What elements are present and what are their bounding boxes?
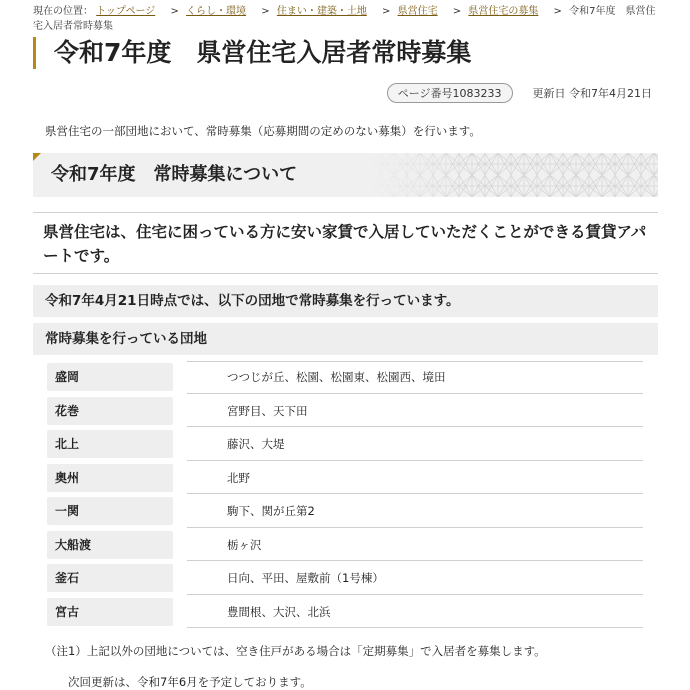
breadcrumb-separator-icon: >	[170, 6, 179, 17]
area-name: 釜石	[55, 571, 80, 585]
area-name: 宮古	[55, 604, 80, 619]
breadcrumb	[33, 4, 663, 34]
divider	[33, 273, 658, 274]
table-row	[45, 597, 643, 631]
places-cell: 藤沢、大堤	[227, 437, 285, 451]
breadcrumb-link-recruitment[interactable]: 県営住宅の募集	[468, 6, 539, 17]
sub-heading	[33, 323, 658, 355]
section-heading-label: 令和7年度 常時募集について	[51, 164, 298, 185]
breadcrumb-link-living[interactable]: くらし・環境	[186, 6, 247, 17]
row-divider	[187, 527, 643, 528]
lead-text: 県営住宅は、住宅に困っている方に安い家賃で入居していただくことができる賃貸アパートです。	[43, 223, 647, 265]
table-row	[45, 496, 643, 530]
area-name: 一関	[55, 504, 80, 518]
section-heading	[33, 153, 658, 197]
breadcrumb-separator-icon: >	[452, 6, 462, 17]
page-title: 令和7年度 県営住宅入居者常時募集	[33, 37, 471, 69]
places-cell: 駒下、関が丘第2	[227, 504, 315, 518]
places-cell: つつじが丘、松園、松園東、松園西、境田	[227, 370, 446, 384]
breadcrumb-separator-icon: >	[553, 6, 562, 17]
updated-date: 更新日 令和7年4月21日	[532, 87, 652, 100]
places-cell: 宮野目、天下田	[227, 403, 308, 418]
breadcrumb-prefix: 現在の位置：	[33, 6, 93, 17]
table-row	[45, 563, 643, 597]
table-row	[45, 463, 643, 497]
housing-table	[45, 362, 643, 630]
status-box	[33, 285, 658, 317]
breadcrumb-link-housing[interactable]: 住まい・建築・土地	[276, 6, 367, 17]
status-text: 令和7年4月21日時点では、以下の団地で常時募集を行っています。	[45, 293, 460, 309]
places-cell: 北野	[227, 470, 250, 485]
breadcrumb-separator-icon: >	[382, 6, 391, 17]
breadcrumb-current: 令和7年度 県営住宅入居者常時募集	[33, 6, 656, 32]
area-cell	[47, 598, 173, 626]
area-name: 花巻	[55, 403, 80, 418]
area-cell	[47, 564, 173, 592]
intro-text: 県営住宅の一部団地において、常時募集（応募期間の定めのない募集）を行います。	[45, 124, 481, 138]
area-name: 北上	[55, 437, 80, 451]
breadcrumb-link-prefectural-housing[interactable]: 県営住宅	[397, 6, 438, 17]
sub-heading-label: 常時募集を行っている団地	[45, 331, 207, 347]
table-row	[45, 530, 643, 564]
divider	[33, 212, 658, 213]
page-meta	[387, 83, 652, 103]
corner-accent-icon	[33, 153, 41, 161]
places-cell: 栃ヶ沢	[227, 537, 262, 552]
note-text: （注1）上記以外の団地については、空き住戸がある場合は「定期募集」で入居者を募集します。	[45, 644, 546, 658]
row-divider	[187, 460, 643, 461]
table-row	[45, 396, 643, 430]
area-name: 大船渡	[55, 537, 92, 552]
next-update-text: 次回更新は、令和7年6月を予定しております。	[68, 675, 312, 689]
area-cell	[47, 497, 173, 525]
area-cell	[47, 397, 173, 425]
area-name: 奥州	[55, 470, 80, 485]
area-cell	[47, 430, 173, 458]
asanoha-pattern-icon	[368, 153, 658, 197]
breadcrumb-link-top[interactable]: トップページ	[96, 6, 156, 17]
row-divider	[187, 393, 643, 394]
row-divider	[187, 594, 643, 595]
area-cell	[47, 464, 173, 492]
area-name: 盛岡	[55, 370, 80, 384]
row-divider	[187, 627, 643, 628]
breadcrumb-separator-icon: >	[261, 6, 270, 17]
row-divider	[187, 493, 643, 494]
table-row	[45, 362, 643, 396]
area-cell	[47, 531, 173, 559]
row-divider	[187, 426, 643, 427]
row-divider	[187, 560, 643, 561]
places-cell: 豊間根、大沢、北浜	[227, 604, 331, 619]
area-cell	[47, 363, 173, 391]
page-id-badge: ページ番号1083233	[387, 83, 513, 103]
table-row	[45, 429, 643, 463]
places-cell: 日向、平田、屋敷前（1号棟）	[227, 571, 384, 585]
